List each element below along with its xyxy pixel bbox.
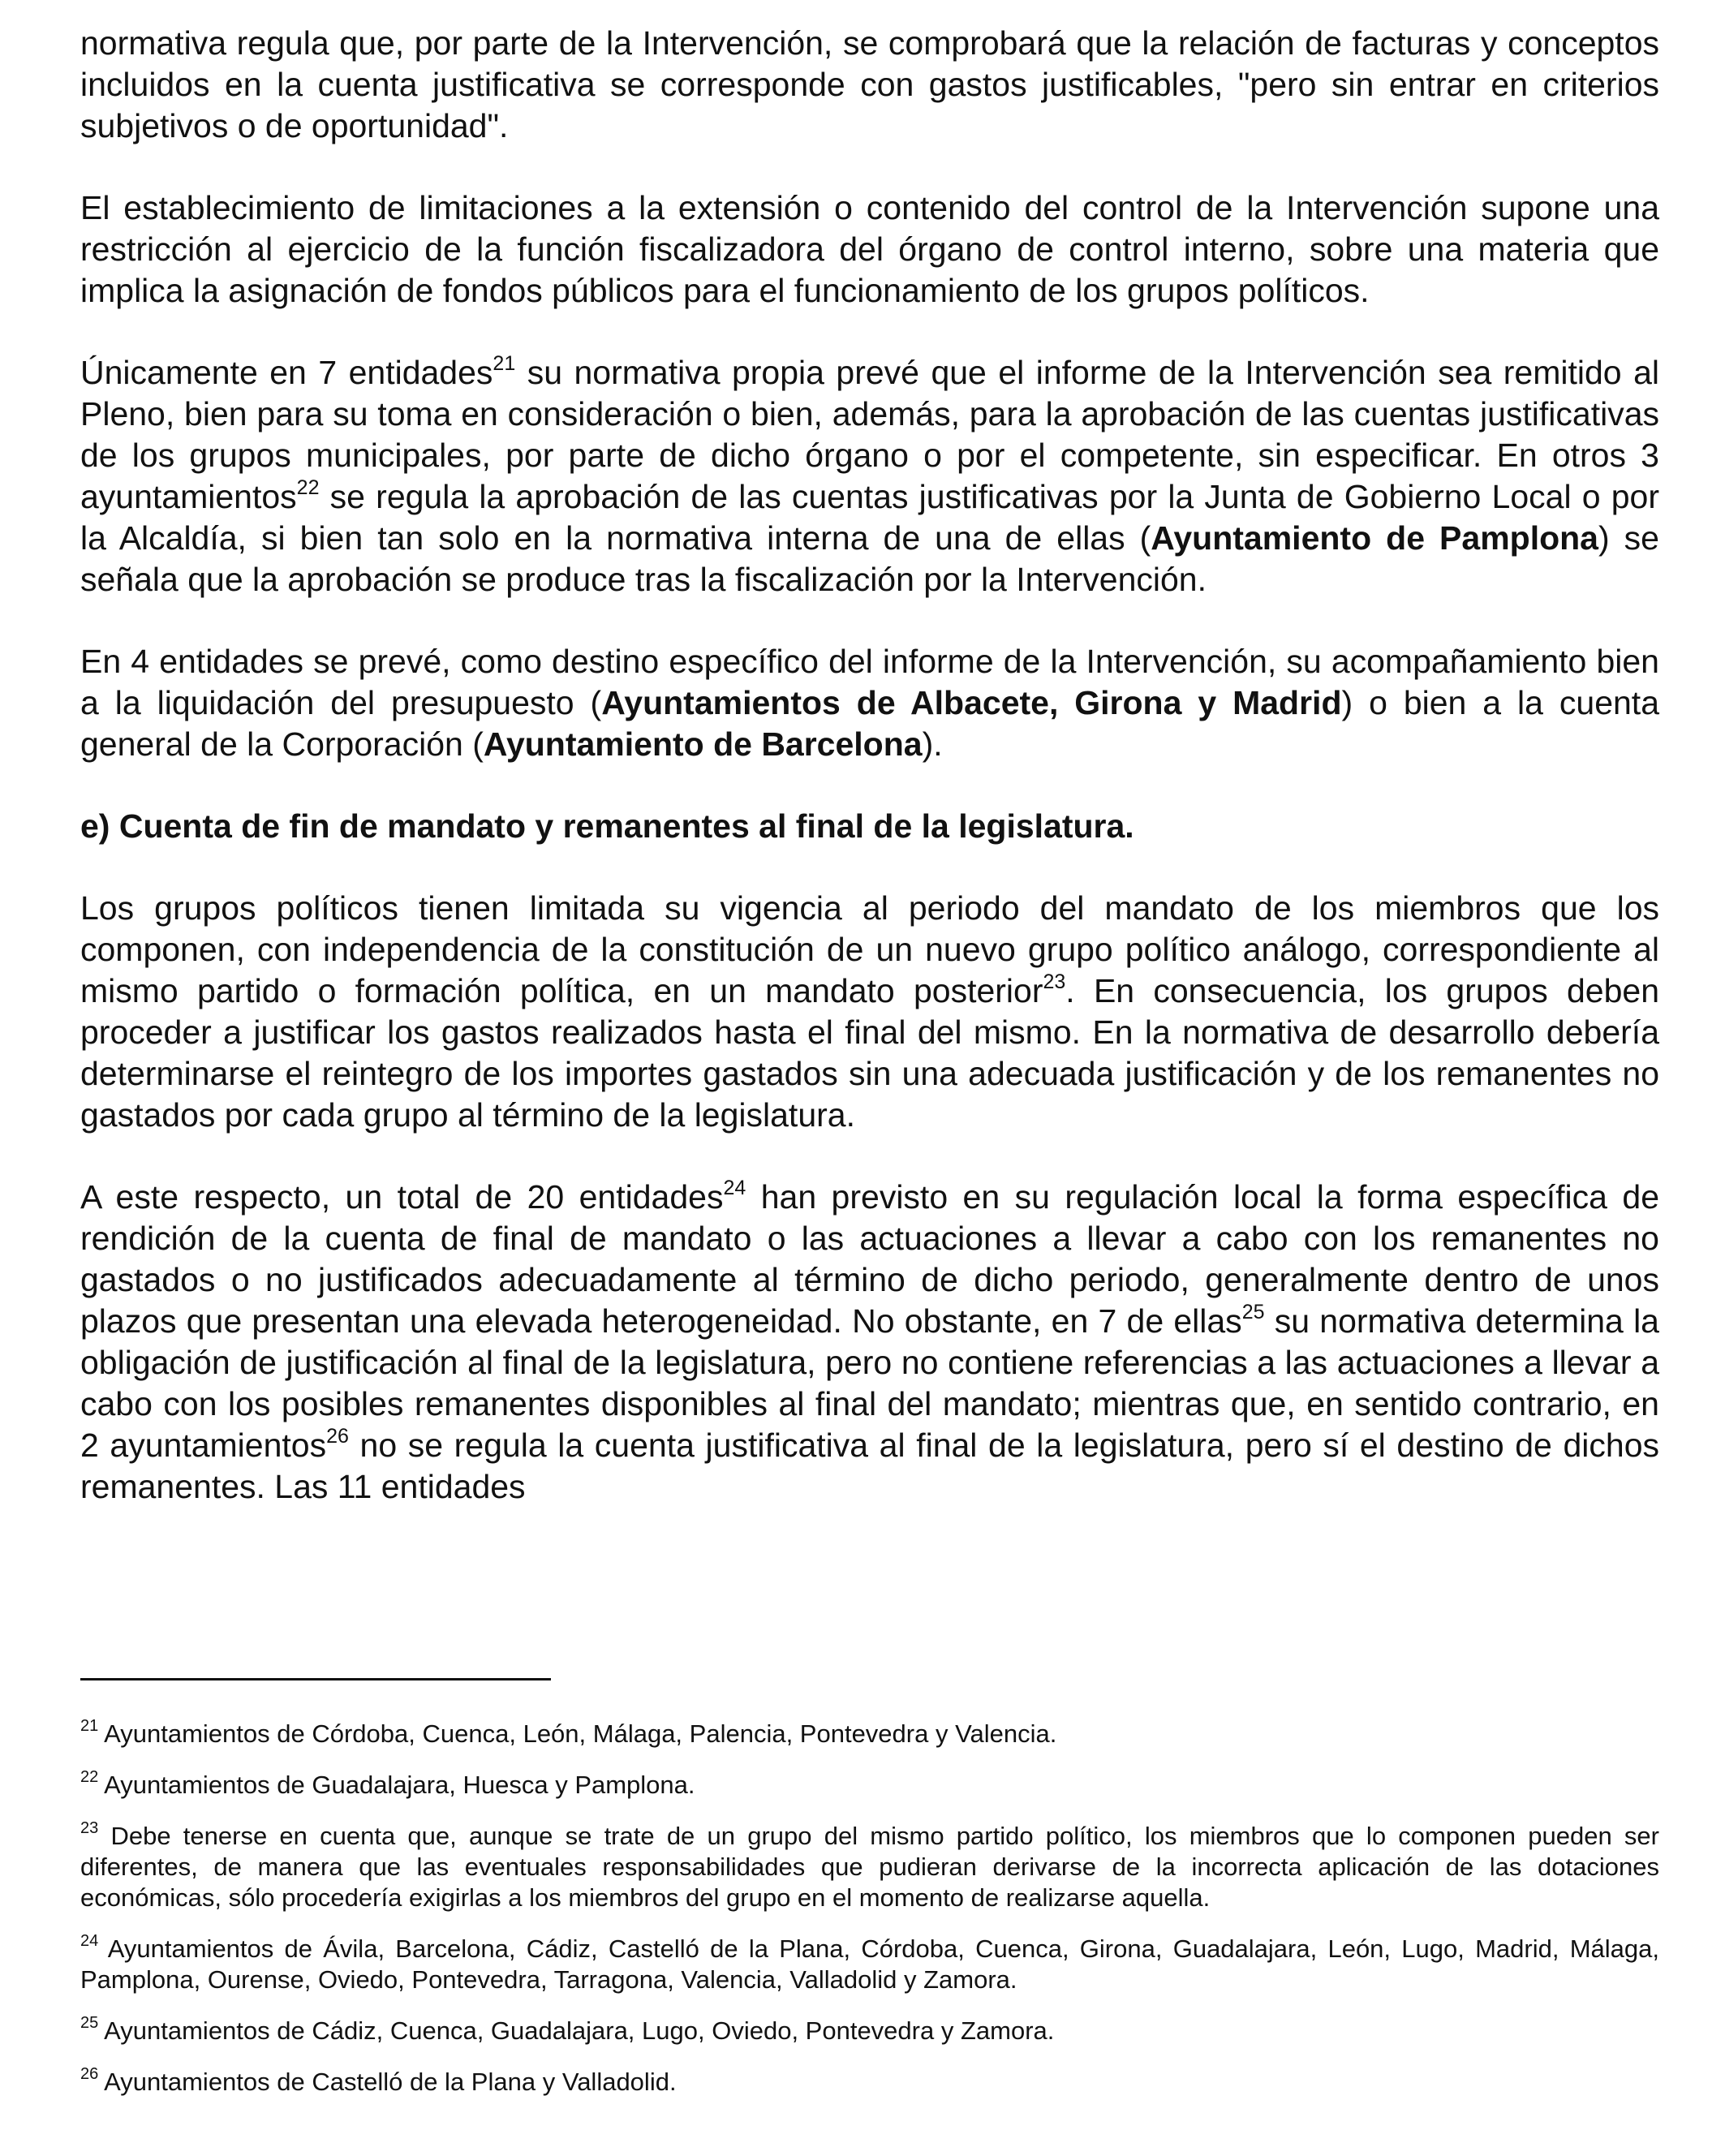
footnote-23 [80,1821,1659,1913]
paragraph-3-text: ) se señala que la aprobación se produce tras la fiscalización por la Intervención. [80,519,1659,598]
paragraph-6-text: A este respecto, un total de 20 entidades [80,1178,724,1216]
footnote-text: Ayuntamientos de Córdoba, Cuenca, León, Málaga, Palencia, Pontevedra y Valencia. [98,1719,1057,1748]
paragraph-6 [80,1177,1659,1508]
paragraph-6-text: han previsto en su regulación local la forma específica de rendición de la cuenta de final de mandato o las actuaciones a llevar a cabo con los remanentes no gastados o no justificados adecuadamente al término de dicho periodo, generalmente dentro de unos plazos que presentan una elevada heterogeneidad. No obstante, en 7 de ellas [80,1178,1659,1340]
footnote-ref-25[interactable]: 25 [1241,1301,1265,1323]
paragraph-5-text: Los grupos políticos tienen limitada su vigencia al periodo del mandato de los miembros que los componen, con independencia de la constitución de un nuevo grupo político análogo, correspondiente al mismo partido o formación política, en un mandato posterior [80,889,1659,1009]
footnote-ref-23[interactable]: 23 [1043,970,1066,993]
footnote-number: 25 [80,2014,99,2032]
paragraph-5-text: . En consecuencia, los grupos deben proceder a justificar los gastos realizados hasta el final del mismo. En la normativa de desarrollo debería determinarse el reintegro de los importes gastados sin una adecuada justificación y de los remanentes no gastados por cada grupo al término de la legislatura. [80,972,1659,1134]
paragraph-3-text: Únicamente en 7 entidades [80,354,493,391]
footnote-number: 21 [80,1717,99,1735]
paragraph-6-text: su normativa determina la obligación de justificación al final de la legislatura, pero no contiene referencias a las actuaciones a llevar a cabo con los posibles remanentes disponibles al final del mandato; mientras que, en sentido contrario, en 2 ayuntamientos [80,1302,1659,1464]
bold-entity: Ayuntamiento de Barcelona [483,725,923,763]
footnotes [80,1719,1659,2118]
footnote-25 [80,2016,1659,2046]
footnote-text: Ayuntamientos de Cádiz, Cuenca, Guadalajara, Lugo, Oviedo, Pontevedra y Zamora. [98,2016,1055,2045]
footnote-text: Ayuntamientos de Guadalajara, Huesca y Pamplona. [98,1771,695,1799]
paragraph-4-text: ) o bien a la cuenta general de la Corporación ( [80,684,1659,763]
paragraph-3-text: su normativa propia prevé que el informe de la Intervención sea remitido al Pleno, bien para su toma en consideración o bien, además, para la aprobación de las cuentas justificativas de los grupos municipales, por parte de dicho órgano o por el competente, sin especificar. En otros 3 ayuntamientos [80,354,1659,515]
footnote-22 [80,1770,1659,1801]
paragraph-2: El establecimiento de limitaciones a la extensión o contenido del control de la Intervención supone una restricción al ejercicio de la función fiscalizadora del órgano de control interno, sobre una materia que implica la asignación de fondos públicos para el funcionamiento de los grupos políticos. [80,189,1659,309]
paragraph-4-text: En 4 entidades se prevé, como destino específico del informe de la Intervención, su acompañamiento bien a la liquidación del presupuesto ( [80,643,1659,721]
paragraph-6-text: no se regula la cuenta justificativa al final de la legislatura, pero sí el destino de dichos remanentes. Las 11 entidades [80,1427,1659,1505]
bold-entity: Ayuntamiento de Pamplona [1151,519,1598,557]
paragraph-1: normativa regula que, por parte de la Intervención, se comprobará que la relación de facturas y conceptos incluidos en la cuenta justificativa se corresponde con gastos justificables, "pero sin entrar en criterios subjetivos o de oportunidad". [80,24,1659,144]
footnote-separator [80,1678,551,1680]
bold-entity: Ayuntamientos de Albacete, Girona y Madrid [601,684,1342,721]
paragraph-4-text: ). [922,725,943,763]
footnote-text: Ayuntamientos de Ávila, Barcelona, Cádiz, Castelló de la Plana, Córdoba, Cuenca, Girona, Guadalajara, León, Lugo, Madrid, Málaga, Pamplona, Ourense, Oviedo, Pontevedra, Tarragona, Valencia, Valladolid y Zamora. [80,1934,1659,1994]
section-heading: e) Cuenta de fin de mandato y remanentes al final de la legislatura. [80,807,1134,845]
footnote-ref-21[interactable]: 21 [493,352,516,375]
paragraph-5 [80,888,1659,1136]
paragraph-3-text: se regula la aprobación de las cuentas justificativas por la Junta de Gobierno Local o por la Alcaldía, si bien tan solo en la normativa interna de una de ellas ( [80,478,1659,557]
paragraph-3 [80,352,1659,600]
footnote-text: Debe tenerse en cuenta que, aunque se trate de un grupo del mismo partido político, los miembros que lo componen pueden ser diferentes, de manera que las eventuales responsabilidades que pudieran derivarse de la incorrecta aplicación de las dotaciones económicas, sólo procedería exigirlas a los miembros del grupo en el momento de realizarse aquella. [80,1822,1659,1912]
footnote-number: 24 [80,1932,99,1950]
footnote-ref-24[interactable]: 24 [723,1177,746,1199]
document-body [80,23,1659,1548]
footnote-ref-22[interactable]: 22 [296,476,320,499]
footnote-21 [80,1719,1659,1749]
footnote-number: 22 [80,1768,99,1786]
footnote-26 [80,2067,1659,2098]
footnote-24 [80,1934,1659,1995]
footnote-number: 26 [80,2065,99,2083]
footnote-ref-26[interactable]: 26 [326,1425,349,1448]
footnote-text: Ayuntamientos de Castelló de la Plana y Valladolid. [98,2068,677,2096]
footnote-number: 23 [80,1819,99,1837]
paragraph-4 [80,641,1659,765]
